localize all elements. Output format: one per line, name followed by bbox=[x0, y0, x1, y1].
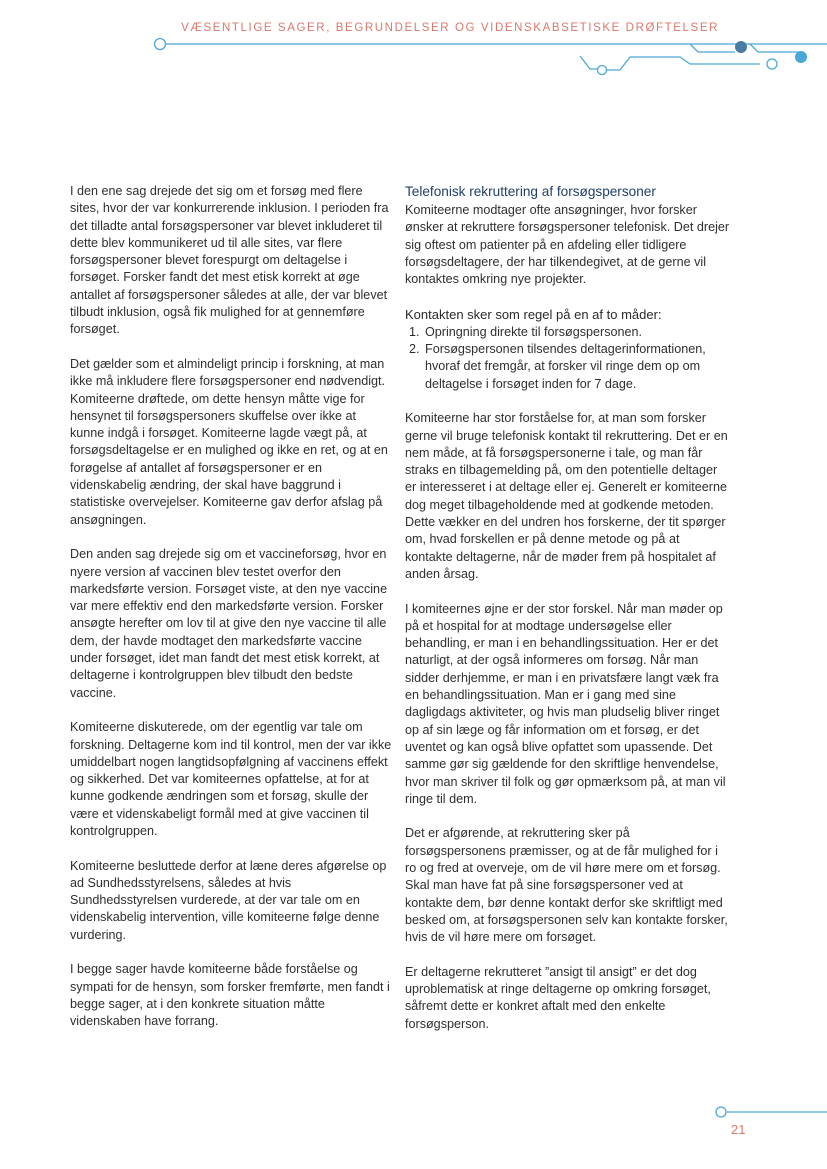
running-header: VÆSENTLIGE SAGER, BEGRUNDELSER OG VIDENSKABSETISKE DRØFTELSER bbox=[181, 22, 719, 34]
section-heading: Telefonisk rekruttering af forsøgspersoner bbox=[405, 184, 656, 199]
paragraph: Den anden sag drejede sig om et vaccineforsøg, hvor en nyere version af vaccinen blev testet overfor den markedsførte version. Forsøget viste, at den nye vaccine var mere effektiv end den markedsførte version. Forsker ansøgte herefter om lov til at give den nye vaccine til alle dem, der havde modtaget den markedsførte vaccine under forsøget, idet man fandt det mest etisk korrekt, at deltagerne i kontrolgruppen blev tilbudt den bedste vaccine. bbox=[70, 547, 388, 700]
paragraph: I begge sager havde komiteerne både forståelse og sympati for de hensyn, som forsker fremførte, men fandt i begge sager, at i den konkrete situation måtte videnskaben have forrang. bbox=[70, 962, 390, 1029]
list-item: 1. Opringning direkte til forsøgspersonen. bbox=[423, 324, 730, 341]
paragraph: Komiteerne diskuterede, om der egentlig var tale om forskning. Deltagerne kom ind til kontrol, men der var ikke umiddelbart nogen langtidsopfølgning af vaccinens effekt og sikkerhed. Det var komiteernes opfattelse, at for at kunne godkende ændringen som et forsøg, skulle der være et videnskabeligt formål med at give vaccinen til kontrolgruppen. bbox=[70, 720, 392, 838]
paragraph: Er deltagerne rekrutteret ”ansigt til ansigt” er det dog uproblematisk at ringe deltagerne op omkring forsøget, såfremt dette er konkret aftalt med den enkelte forsøgsperson. bbox=[405, 964, 711, 1031]
paragraph: Det er afgørende, at rekruttering sker på forsøgspersonens præmisser, og at de får mulighed for i ro og fred at overveje, om de vil høre mere om et forsøg. Skal man have fat på sine forsøgspersoner ved at kontakte dem, bør denne kontakt derfor ske skriftligt med besked om, at forsøgspersonen selv kan kontakte forsker, hvis de vil høre mere om forsøget. bbox=[405, 826, 728, 945]
paragraph: Komiteerne besluttede derfor at læne deres afgørelse op ad Sundhedsstyrelsens, således at hvis Sundhedsstyrelsen vurderede, at der var tale om en videnskabelig intervention, ville komiteerne følge denne vurdering. bbox=[70, 858, 387, 942]
paragraph: Det gælder som et almindeligt princip i forskning, at man ikke må inkludere flere forsøgspersoner end nødvendigt. Komiteerne drøftede, om dette hensyn måtte vige for hensynet til forsøgspersoners skuffelse over ikke at kunne indgå i forsøget. Komiteerne lagde vægt på, at forsøgsdeltagelse er en mulighed og ikke en ret, og at en forøgelse af antallet af forsøgspersoner er en videnskabelig ændring, der skal have baggrund i statistiske overvejelser. Komiteerne gav derfor afslag på ansøgningen. bbox=[70, 356, 388, 527]
right-column bbox=[405, 183, 730, 1050]
paragraph: I komiteernes øjne er der stor forskel. Når man møder op på et hospital for at modtage undersøgelse eller behandling, er man i en behandlingssituation. Her er det naturligt, at der også informeres om forsøg. Når man sidder derhjemme, er man i en privatsfære langt væk fra en behandlingssituation. Man er i gang med sine dagligdags aktiviteter, og hvis man pludselig bliver ringet op af sin læge og får information om et forsøg, er det uventet og kan også blive opfattet som upassende. Det samme gør sig gældende for den skriftlige henvendelse, hvor man skriver til folk og gør opmærksom på, at man vil ringe til dem. bbox=[405, 601, 726, 806]
paragraph: I den ene sag drejede det sig om et forsøg med flere sites, hvor der var konkurrerende inklusion. I perioden fra det tilladte antal forsøgspersoner var blevet inkluderet til dette blev kommunikeret ud til alle sites, var flere forsøgspersoner blevet forespurgt om deltagelse i forsøget. Forsker fandt det mest etisk korrekt at øge antallet af forsøgspersoner således at alle, der var blevet tilbudt inklusion, også fik mulighed for at gennemføre forsøget. bbox=[70, 184, 389, 337]
contact-methods-list bbox=[405, 324, 730, 393]
list-heading: Kontakten sker som regel på en af to måder: bbox=[405, 306, 662, 322]
left-column bbox=[70, 183, 392, 1048]
intro-paragraph: Komiteerne modtager ofte ansøgninger, hvor forsker ønsker at rekruttere forsøgspersoner telefonisk. Det drejer sig oftest om patienter på en afdeling eller tidligere forsøgsdeltagere, der har tilkendegivet, at de gerne vil kontaktes omkring nye projekter. bbox=[405, 203, 730, 287]
list-item: 2. Forsøgspersonen tilsendes deltagerinformationen, hvoraf det fremgår, at forsker vil ringe dem op om deltagelse i forsøget inden for 7 dage. bbox=[423, 341, 730, 393]
circuit-decoration-top bbox=[0, 0, 827, 90]
paragraph: Komiteerne har stor forståelse for, at man som forsker gerne vil bruge telefonisk kontakt til rekruttering. Det er en nem måde, at få forsøgspersonerne i tale, og man får straks en tilbagemelding på, om den potentielle deltager er interesseret i at deltage eller ej. Generelt er komiteerne dog meget tilbageholdende med at godkende metoden. Dette vækker en del undren hos forskerne, der tit spørger om, hvad forskellen er på denne metode og på at kontakte deltagerne, når de møder frem på hospitalet af anden årsag. bbox=[405, 411, 728, 581]
page-number: 21 bbox=[731, 1122, 746, 1137]
